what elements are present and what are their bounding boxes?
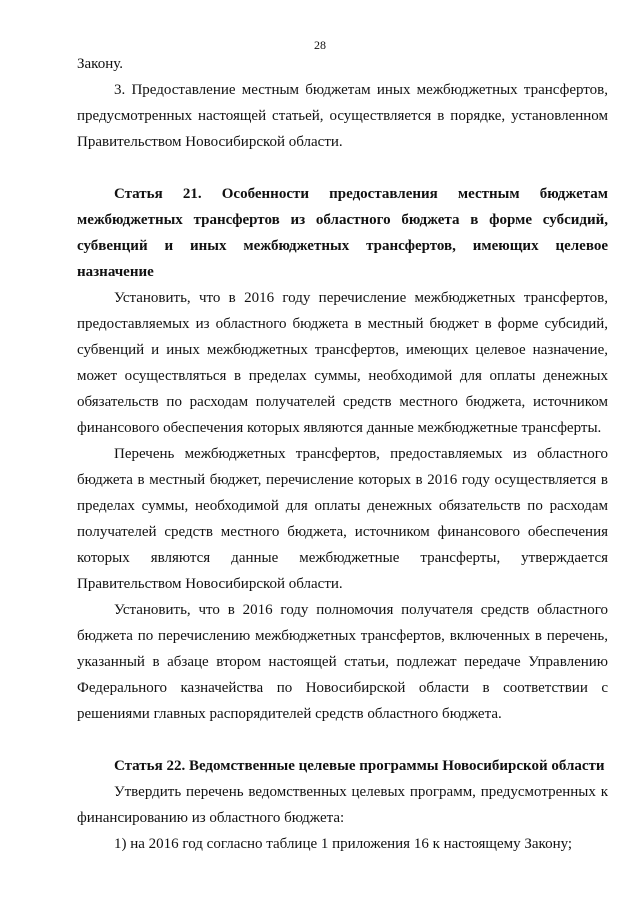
- spacer: [77, 727, 608, 753]
- article-21-paragraph-3: Установить, что в 2016 году полномочия получателя средств областного бюджета по перечислению межбюджетных трансфертов, включенных в перечень, указанный в абзаце втором настоящей статьи, подлежат передаче Управлению Федерального казначейства по Новосибирской области в соответствии с решениями главных распорядителей средств областного бюджета.: [77, 602, 608, 722]
- article-21-paragraph-2: Перечень межбюджетных трансфертов, предоставляемых из областного бюджета в местный бюджет, перечисление которых в 2016 году осуществляется в пределах суммы, необходимой для оплаты денежных обязательств по расходам получателей средств местного бюджета, источником финансового обеспечения которых являются данные межбюджетные трансферты, утверждается Правительством Новосибирской области.: [77, 446, 608, 592]
- paragraph-clause-3: 3. Предоставление местным бюджетам иных межбюджетных трансфертов, предусмотренных настоящей статьей, осуществляется в порядке, установленном Правительством Новосибирской области.: [77, 82, 608, 150]
- article-22-heading: Статья 22. Ведомственные целевые программы Новосибирской области: [114, 758, 605, 774]
- spacer: [77, 155, 608, 181]
- article-21-paragraph-1: Установить, что в 2016 году перечисление межбюджетных трансфертов, предоставляемых из областного бюджета в местный бюджет в форме субсидий, субвенций и иных межбюджетных трансфертов, имеющих целевое назначение, может осуществляться в пределах суммы, необходимой для оплаты денежных обязательств по расходам получателей средств местного бюджета, источником финансового обеспечения которых являются данные межбюджетные трансферты.: [77, 290, 608, 436]
- document-body: [77, 51, 608, 857]
- article-22-paragraph-1: Утвердить перечень ведомственных целевых программ, предусмотренных к финансированию из областного бюджета:: [77, 784, 608, 826]
- page-number: 28: [314, 38, 326, 52]
- article-21-heading: Статья 21. Особенности предоставления местным бюджетам межбюджетных трансфертов из областного бюджета в форме субсидий, субвенций и иных межбюджетных трансфертов, имеющих целевое назначение: [77, 186, 608, 280]
- paragraph-continuation: Закону.: [77, 56, 123, 72]
- article-22-list-item-1: 1) на 2016 год согласно таблице 1 приложения 16 к настоящему Закону;: [114, 836, 573, 852]
